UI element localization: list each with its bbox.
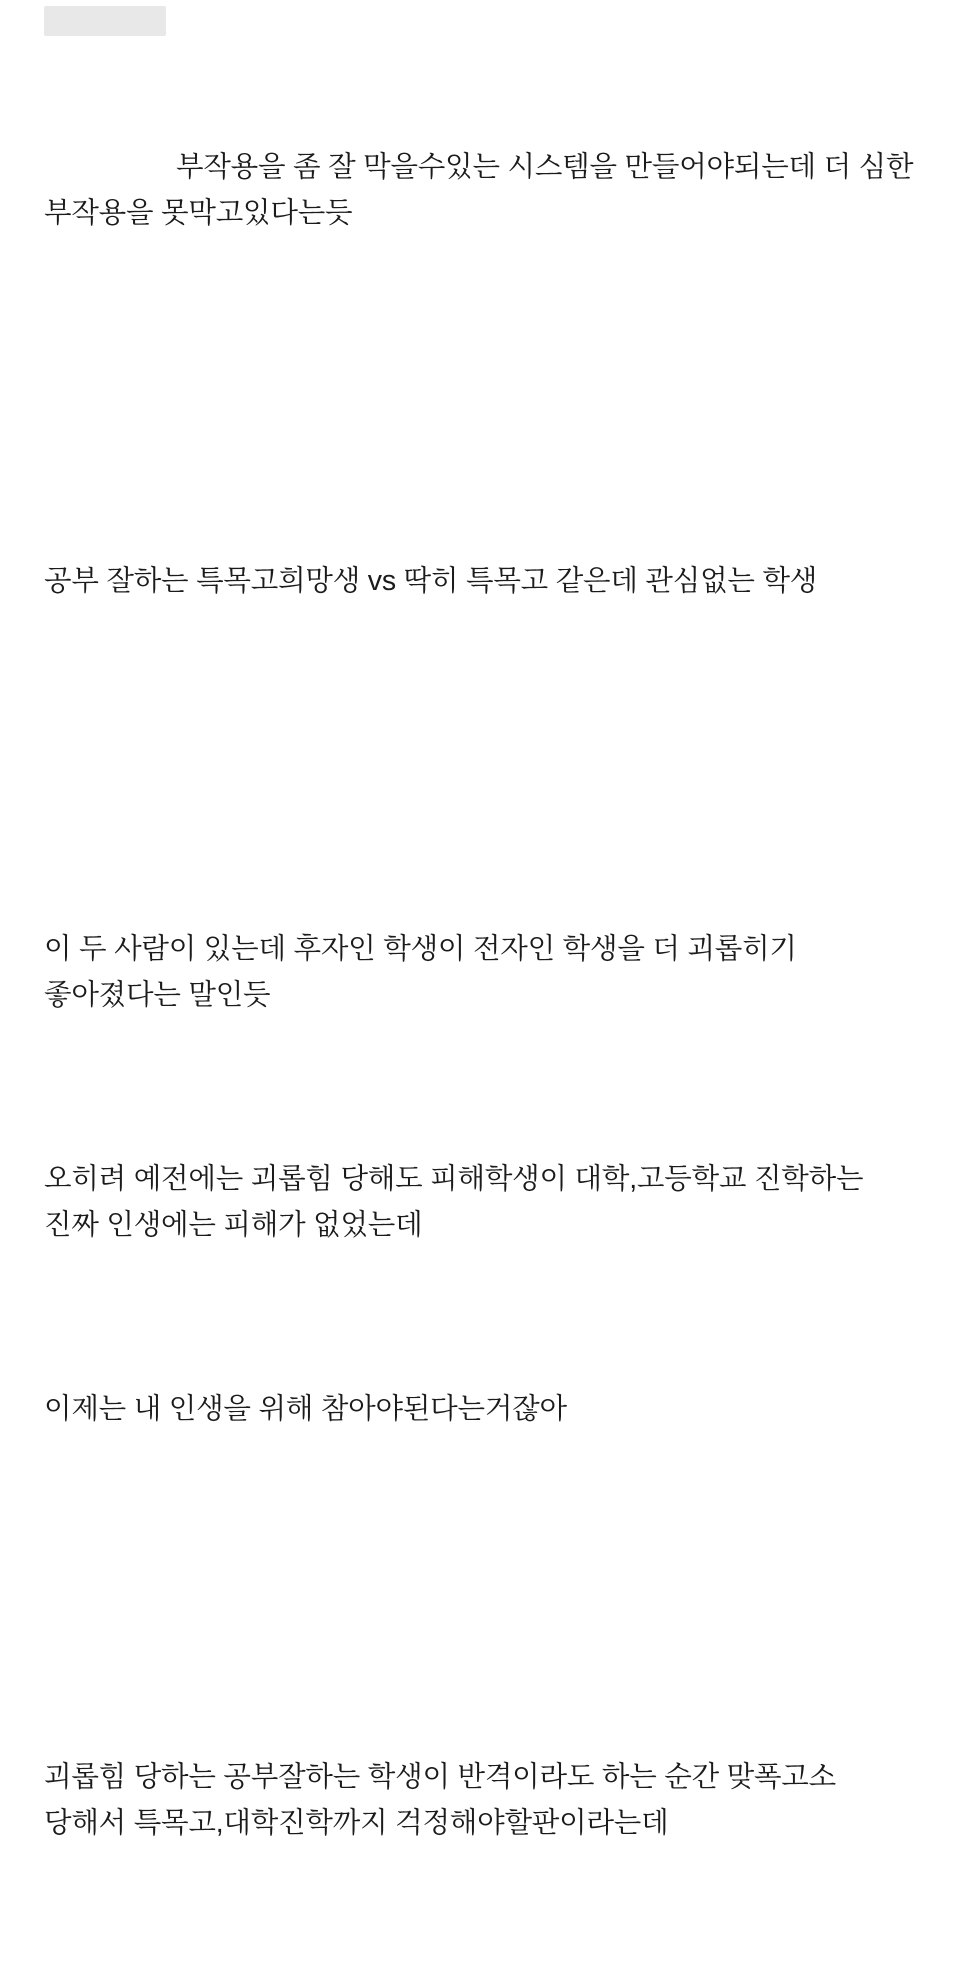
document-body	[44, 0, 922, 1984]
paragraph-2-text: 공부 잘하는 특목고희망생 vs 딱히 특목고 같은데 관심없는 학생	[44, 565, 818, 597]
paragraph-4-text: 오히려 예전에는 괴롭힘 당해도 피해학생이 대학,고등학교 진학하는 진짜 인생에는 피해가 없었는데	[44, 1163, 872, 1241]
paragraph-3	[44, 926, 922, 1018]
paragraph-spacer-3	[44, 1570, 922, 1616]
paragraph-2	[44, 558, 922, 604]
paragraph-3-text: 이 두 사람이 있는데 후자인 학생이 전자인 학생을 더 괴롭히기 좋아졌다는 말인듯	[44, 933, 805, 1011]
paragraph-spacer-1	[44, 374, 922, 420]
paragraph-4	[44, 1156, 922, 1248]
paragraph-1	[44, 144, 922, 236]
paragraph-5-text: 이제는 내 인생을 위해 참아야된다는거잖아	[44, 1393, 567, 1425]
paragraph-5	[44, 1386, 922, 1432]
paragraph-1-text: 부작용을 좀 잘 막을수있는 시스템을 만들어야되는데 더 심한 부작용을 못막고있다는듯	[44, 151, 922, 229]
paragraph-6-text: 괴롭힘 당하는 공부잘하는 학생이 반격이라도 하는 순간 맞폭고소 당해서 특목고,대학진학까지 걱정해야할판이라는데	[44, 1761, 844, 1839]
paragraph-spacer-2	[44, 742, 922, 788]
paragraph-6	[44, 1754, 922, 1846]
